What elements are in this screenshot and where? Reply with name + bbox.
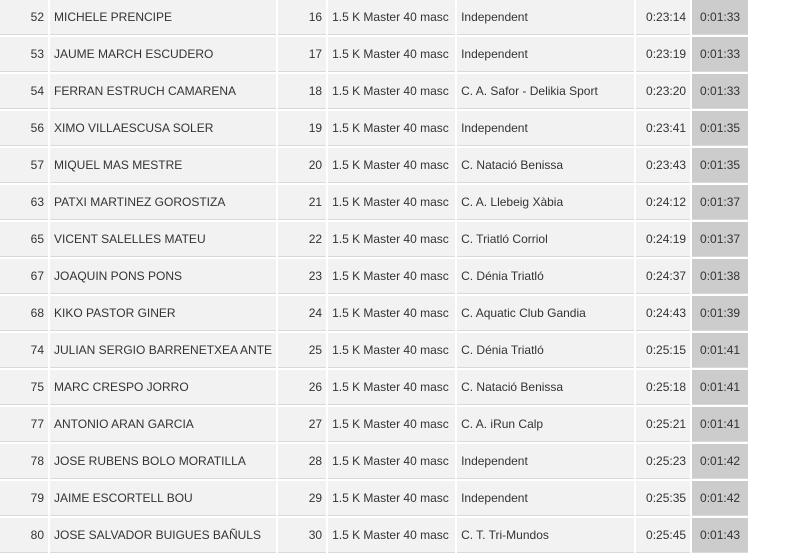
finish-time: 0:24:37 [636, 259, 690, 294]
finish-time: 0:23:14 [636, 0, 690, 35]
overall-position: 77 [0, 407, 48, 442]
table-row [0, 259, 748, 294]
finish-time: 0:25:15 [636, 333, 690, 368]
overall-position: 67 [0, 259, 48, 294]
club-name: Independent [457, 481, 634, 516]
pace-per-100m: 0:01:33 [692, 74, 748, 109]
overall-position: 78 [0, 444, 48, 479]
table-row [0, 222, 748, 257]
category-position: 17 [278, 37, 326, 72]
finish-time: 0:23:43 [636, 148, 690, 183]
athlete-name: VICENT SALELLES MATEU [50, 222, 276, 257]
category-name: 1.5 K Master 40 masc [328, 0, 455, 35]
category-name: 1.5 K Master 40 masc [328, 37, 455, 72]
category-position: 28 [278, 444, 326, 479]
table-row [0, 444, 748, 479]
category-name: 1.5 K Master 40 masc [328, 148, 455, 183]
athlete-name: JAUME MARCH ESCUDERO [50, 37, 276, 72]
finish-time: 0:25:18 [636, 370, 690, 405]
finish-time: 0:25:21 [636, 407, 690, 442]
category-name: 1.5 K Master 40 masc [328, 370, 455, 405]
club-name: C. Natació Benissa [457, 370, 634, 405]
table-row [0, 0, 748, 35]
table-row [0, 481, 748, 516]
pace-per-100m: 0:01:41 [692, 370, 748, 405]
club-name: C. Dénia Triatló [457, 259, 634, 294]
club-name: C. A. iRun Calp [457, 407, 634, 442]
category-position: 18 [278, 74, 326, 109]
pace-per-100m: 0:01:35 [692, 148, 748, 183]
table-row [0, 111, 748, 146]
athlete-name: FERRAN ESTRUCH CAMARENA [50, 74, 276, 109]
club-name: C. A. Llebeig Xàbia [457, 185, 634, 220]
overall-position: 65 [0, 222, 48, 257]
athlete-name: MARC CRESPO JORRO [50, 370, 276, 405]
finish-time: 0:23:20 [636, 74, 690, 109]
category-position: 26 [278, 370, 326, 405]
overall-position: 63 [0, 185, 48, 220]
category-position: 20 [278, 148, 326, 183]
category-name: 1.5 K Master 40 masc [328, 333, 455, 368]
table-row [0, 148, 748, 183]
finish-time: 0:25:45 [636, 518, 690, 553]
overall-position: 79 [0, 481, 48, 516]
overall-position: 56 [0, 111, 48, 146]
finish-time: 0:24:43 [636, 296, 690, 331]
table-row [0, 296, 748, 331]
pace-per-100m: 0:01:35 [692, 111, 748, 146]
category-name: 1.5 K Master 40 masc [328, 518, 455, 553]
category-name: 1.5 K Master 40 masc [328, 481, 455, 516]
category-position: 23 [278, 259, 326, 294]
club-name: Independent [457, 111, 634, 146]
club-name: C. A. Safor - Delikia Sport [457, 74, 634, 109]
pace-per-100m: 0:01:33 [692, 37, 748, 72]
pace-per-100m: 0:01:39 [692, 296, 748, 331]
pace-per-100m: 0:01:33 [692, 0, 748, 35]
table-row [0, 333, 748, 368]
athlete-name: MIQUEL MAS MESTRE [50, 148, 276, 183]
table-row [0, 407, 748, 442]
pace-per-100m: 0:01:41 [692, 407, 748, 442]
overall-position: 75 [0, 370, 48, 405]
category-position: 24 [278, 296, 326, 331]
finish-time: 0:23:41 [636, 111, 690, 146]
finish-time: 0:25:23 [636, 444, 690, 479]
overall-position: 68 [0, 296, 48, 331]
category-name: 1.5 K Master 40 masc [328, 111, 455, 146]
overall-position: 53 [0, 37, 48, 72]
overall-position: 52 [0, 0, 48, 35]
athlete-name: XIMO VILLAESCUSA SOLER [50, 111, 276, 146]
club-name: Independent [457, 444, 634, 479]
category-position: 27 [278, 407, 326, 442]
finish-time: 0:24:19 [636, 222, 690, 257]
overall-position: 80 [0, 518, 48, 553]
overall-position: 74 [0, 333, 48, 368]
category-position: 29 [278, 481, 326, 516]
club-name: C. Triatló Corriol [457, 222, 634, 257]
category-position: 22 [278, 222, 326, 257]
category-position: 30 [278, 518, 326, 553]
pace-per-100m: 0:01:42 [692, 481, 748, 516]
club-name: C. Aquatic Club Gandia [457, 296, 634, 331]
category-name: 1.5 K Master 40 masc [328, 185, 455, 220]
category-name: 1.5 K Master 40 masc [328, 259, 455, 294]
club-name: C. Dénia Triatló [457, 333, 634, 368]
club-name: Independent [457, 37, 634, 72]
finish-time: 0:25:35 [636, 481, 690, 516]
finish-time: 0:24:12 [636, 185, 690, 220]
athlete-name: JOSE SALVADOR BUIGUES BAÑULS [50, 518, 276, 553]
category-name: 1.5 K Master 40 masc [328, 407, 455, 442]
category-name: 1.5 K Master 40 masc [328, 74, 455, 109]
athlete-name: KIKO PASTOR GINER [50, 296, 276, 331]
athlete-name: JOSE RUBENS BOLO MORATILLA [50, 444, 276, 479]
finish-time: 0:23:19 [636, 37, 690, 72]
overall-position: 57 [0, 148, 48, 183]
athlete-name: JULIAN SERGIO BARRENETXEA ANTE [50, 333, 276, 368]
table-row [0, 37, 748, 72]
pace-per-100m: 0:01:43 [692, 518, 748, 553]
athlete-name: PATXI MARTINEZ GOROSTIZA [50, 185, 276, 220]
athlete-name: MICHELE PRENCIPE [50, 0, 276, 35]
table-row [0, 518, 748, 553]
athlete-name: JOAQUIN PONS PONS [50, 259, 276, 294]
pace-per-100m: 0:01:42 [692, 444, 748, 479]
table-row [0, 370, 748, 405]
pace-per-100m: 0:01:41 [692, 333, 748, 368]
category-position: 21 [278, 185, 326, 220]
table-row [0, 74, 748, 109]
category-name: 1.5 K Master 40 masc [328, 296, 455, 331]
overall-position: 54 [0, 74, 48, 109]
club-name: C. T. Tri-Mundos [457, 518, 634, 553]
category-position: 16 [278, 0, 326, 35]
category-position: 25 [278, 333, 326, 368]
athlete-name: JAIME ESCORTELL BOU [50, 481, 276, 516]
club-name: C. Natació Benissa [457, 148, 634, 183]
athlete-name: ANTONIO ARAN GARCIA [50, 407, 276, 442]
table-row [0, 185, 748, 220]
pace-per-100m: 0:01:38 [692, 259, 748, 294]
category-name: 1.5 K Master 40 masc [328, 444, 455, 479]
pace-per-100m: 0:01:37 [692, 222, 748, 257]
category-name: 1.5 K Master 40 masc [328, 222, 455, 257]
club-name: Independent [457, 0, 634, 35]
category-position: 19 [278, 111, 326, 146]
pace-per-100m: 0:01:37 [692, 185, 748, 220]
